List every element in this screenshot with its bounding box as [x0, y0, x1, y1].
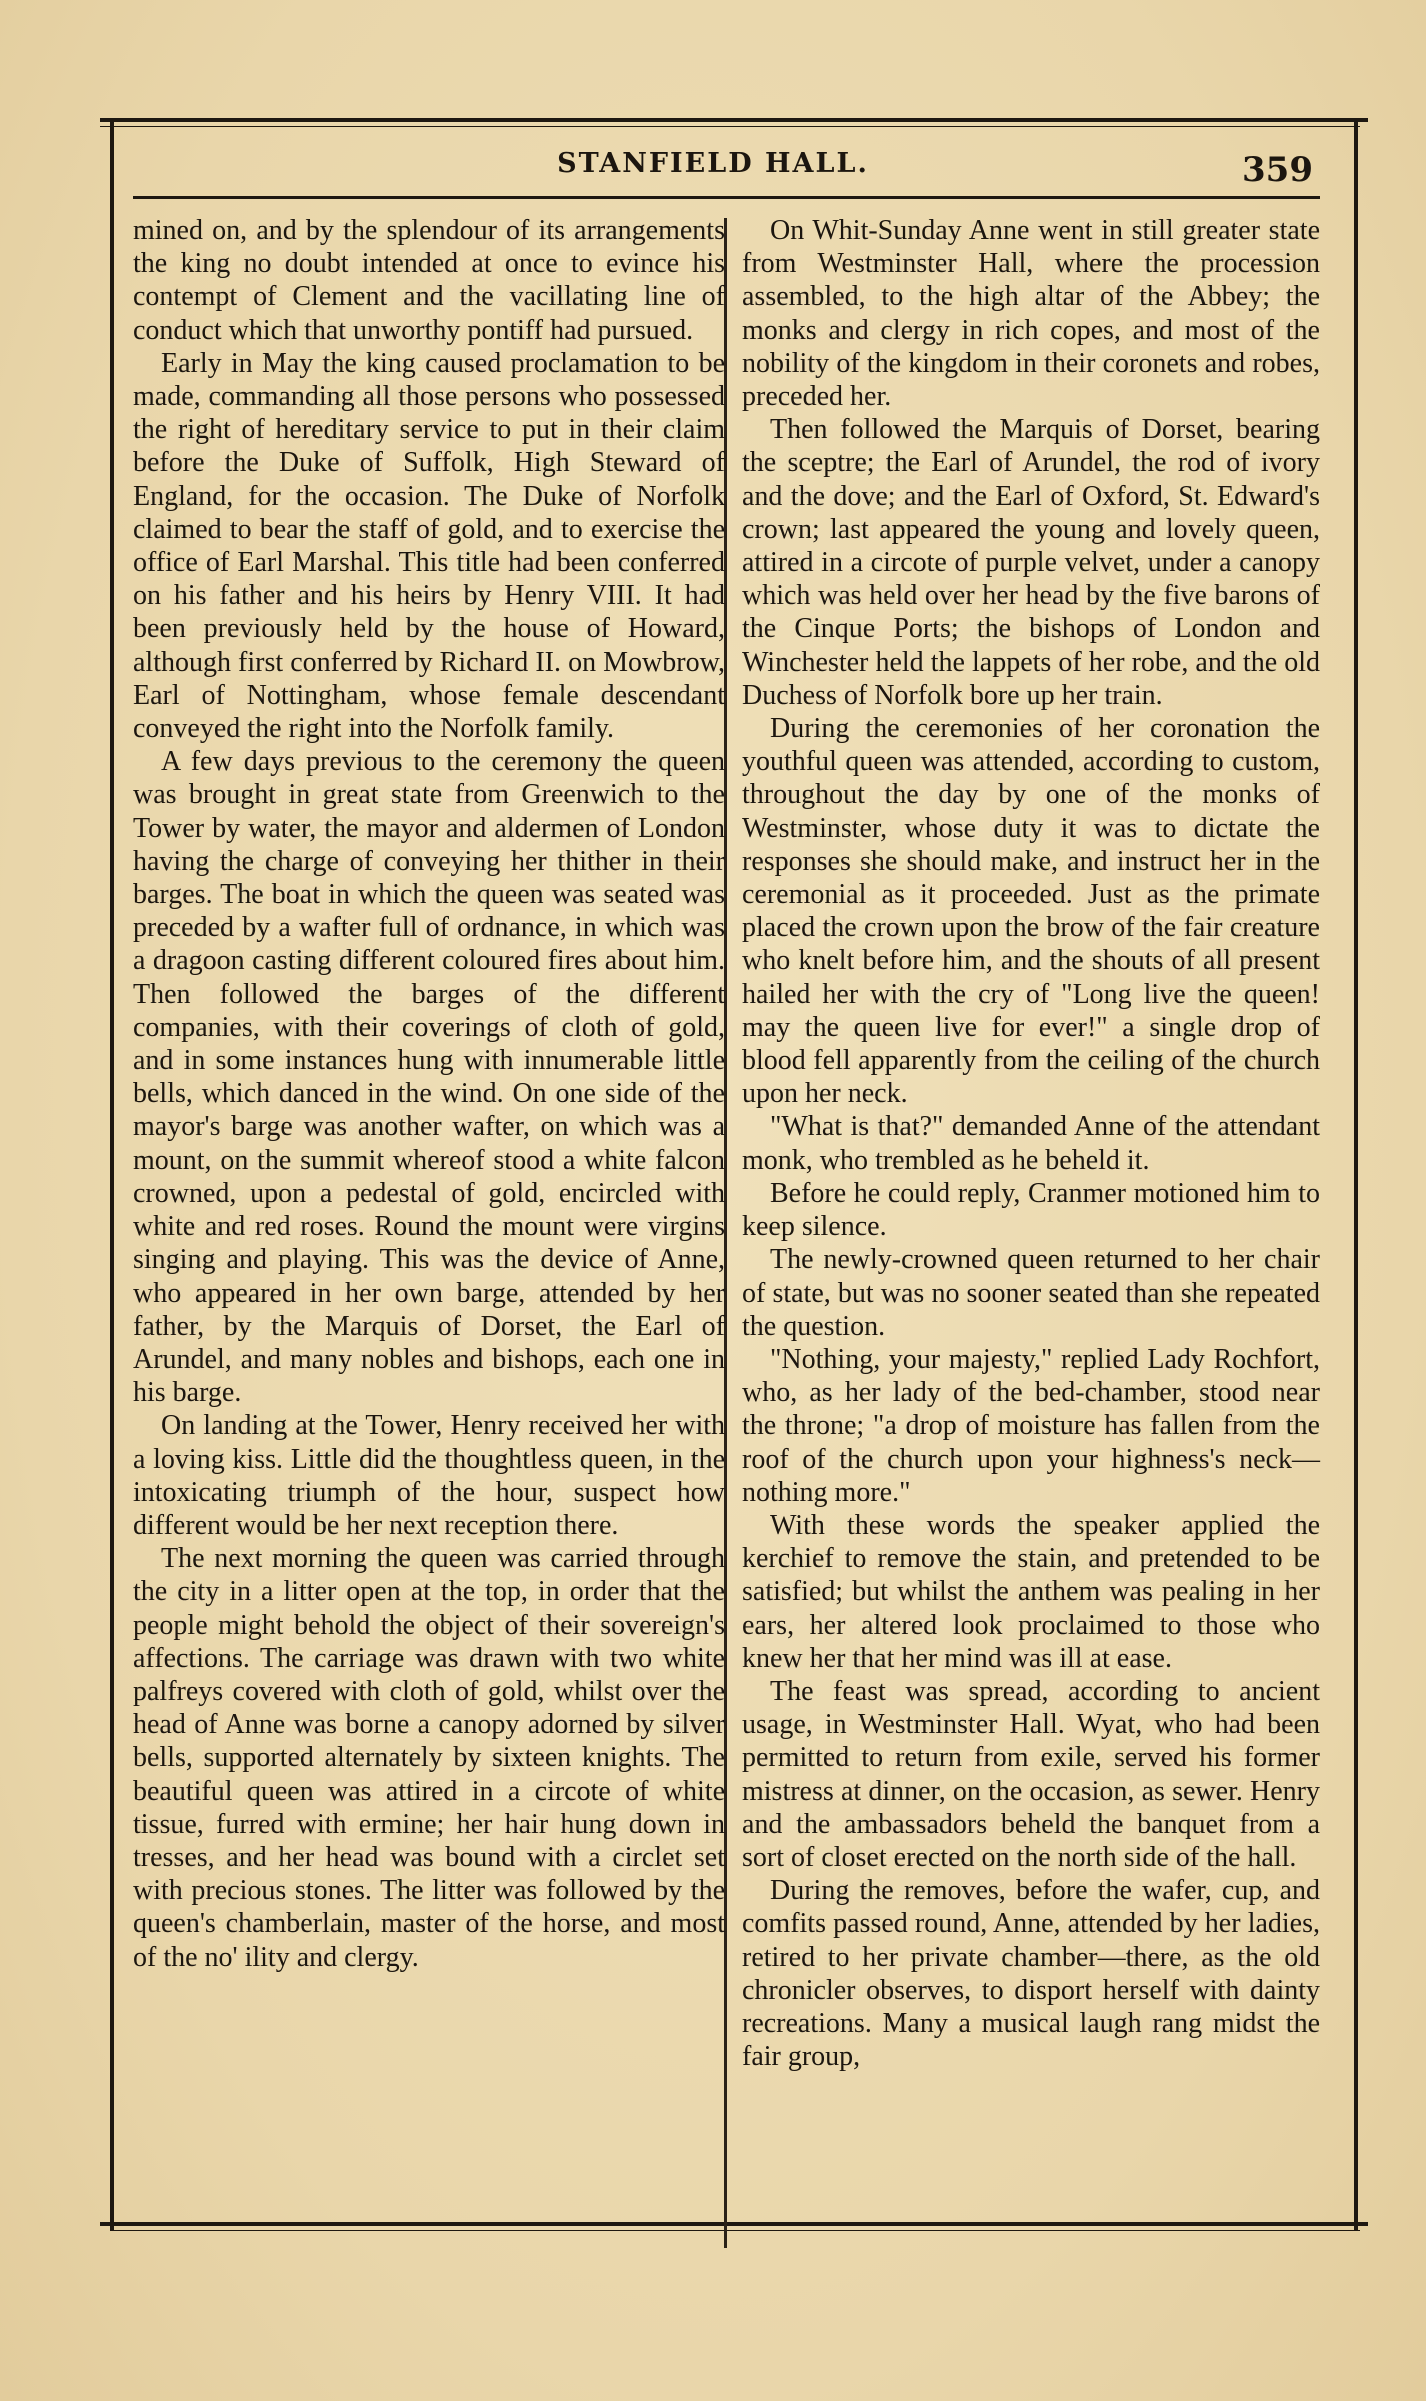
paragraph: Then followed the Marquis of Dorset, bearing the sceptre; the Earl of Arundel, the rod of ivory and the dove; and the Earl of Oxford, St. Edward's crown; last appeared the young and lovely queen, attired in a circote of purple velvet, under a canopy which was held over her head by the five barons of the Cinque Ports; the bishops of London and Winchester held the lappets of her robe, and the old Duchess of Norfolk bore up her train.	[742, 414, 1320, 711]
paragraph: A few days previous to the ceremony the queen was brought in great state from Greenwich to the Tower by water, the mayor and aldermen of London having the charge of conveying her thither in their barges. The boat in which the queen was seated was preceded by a wafter full of ordnance, in which was a dragoon casting different coloured fires about him. Then followed the barges of the different companies, with their coverings of cloth of gold, and in some instances hung with innumerable little bells, which danced in the wind. On one side of the mayor's barge was another wafter, on which was a mount, on the summit whereof stood a white falcon crowned, upon a pedestal of gold, encircled with white and red roses. Round the mount were virgins singing and playing. This was the device of Anne, who appeared in her own barge, attended by her father, by the Marquis of Dorset, the Earl of Arundel, and many nobles and bishops, each one in his barge.	[133, 746, 725, 1409]
top-border-rule-thin	[100, 126, 1360, 127]
bottom-border-rule	[100, 2222, 1368, 2226]
paragraph: On Whit-Sunday Anne went in still greater state from Westminster Hall, where the procession assembled, to the high altar of the Abbey; the monks and clergy in rich copes, and most of the nobility of the kingdom in their coronets and robes, preceded her.	[742, 215, 1320, 413]
paragraph: On landing at the Tower, Henry received her with a loving kiss. Little did the thoughtless queen, in the intoxicating triumph of the hour, suspect how different would be her next reception there.	[133, 1410, 725, 1541]
paragraph: "Nothing, your majesty," replied Lady Rochfort, who, as her lady of the bed-chamber, stood near the throne; "a drop of moisture has fallen from the roof of the church upon your highness's neck—nothing more."	[742, 1343, 1320, 1508]
paragraph: The feast was spread, according to ancient usage, in Westminster Hall. Wyat, who had been permitted to return from exile, served his former mistress at dinner, on the occasion, as sewer. Henry and the ambassadors beheld the banquet from a sort of closet erected on the north side of the hall.	[742, 1675, 1320, 1873]
paragraph: The newly-crowned queen returned to her chair of state, but was no sooner seated than she repeated the question.	[742, 1244, 1320, 1342]
top-border-rule	[100, 118, 1368, 122]
left-border-rule	[110, 120, 114, 2230]
paragraph: "What is that?" demanded Anne of the attendant monk, who trembled as he beheld it.	[742, 1111, 1320, 1176]
bottom-border-rule-thin	[110, 2230, 1360, 2231]
paragraph: During the ceremonies of her coronation the youthful queen was attended, according to custom, throughout the day by one of the monks of Westminster, whose duty it was to dictate the responses she should make, and instruct her in the ceremonial as it proceeded. Just as the primate placed the crown upon the brow of the fair creature who knelt before him, and the shouts of all present hailed her with the cry of "Long live the queen! may the queen live for ever!" a single drop of blood fell apparently from the ceiling of the church upon her neck.	[742, 713, 1320, 1110]
right-column	[742, 214, 1320, 2073]
page-number: 359	[1242, 150, 1313, 190]
paragraph: The next morning the queen was carried through the city in a litter open at the top, in order that the people might behold the object of their sovereign's affections. The carriage was drawn with two white palfreys covered with cloth of gold, whilst over the head of Anne was borne a canopy adorned by silver bells, supported alternately by sixteen knights. The beautiful queen was attired in a circote of white tissue, furred with ermine; her hair hung down in tresses, and her head was bound with a circlet set with precious stones. The litter was followed by the queen's chamberlain, master of the horse, and most of the no' ility and clergy.	[133, 1543, 725, 1973]
left-column	[133, 214, 725, 1974]
running-title: STANFIELD HALL.	[557, 148, 869, 179]
paragraph: mined on, and by the splendour of its arrangements the king no doubt intended at once to evince his contempt of Clement and the vacillating line of conduct which that unworthy pontiff had pursued.	[133, 215, 725, 346]
paragraph: During the removes, before the wafer, cup, and comfits passed round, Anne, attended by her ladies, retired to her private chamber—there, as the old chronicler observes, to disport herself with dainty recreations. Many a musical laugh rang midst the fair group,	[742, 1875, 1320, 2073]
paragraph: Before he could reply, Cranmer motioned him to keep silence.	[742, 1177, 1320, 1243]
header-underline	[133, 196, 1320, 199]
paragraph: Early in May the king caused proclamation to be made, commanding all those persons who possessed the right of hereditary service to put in their claim before the Duke of Suffolk, High Steward of England, for the occasion. The Duke of Norfolk claimed to bear the staff of gold, and to exercise the office of Earl Marshal. This title had been conferred on his father and his heirs by Henry VIII. It had been previously held by the house of Howard, although first conferred by Richard II. on Mowbrow, Earl of Nottingham, whose female descendant conveyed the right into the Norfolk family.	[133, 347, 725, 745]
right-border-rule	[1354, 120, 1358, 2230]
paragraph: With these words the speaker applied the kerchief to remove the stain, and pretended to be satisfied; but whilst the anthem was pealing in her ears, her altered look proclaimed to those who knew her that her mind was ill at ease.	[742, 1509, 1320, 1674]
